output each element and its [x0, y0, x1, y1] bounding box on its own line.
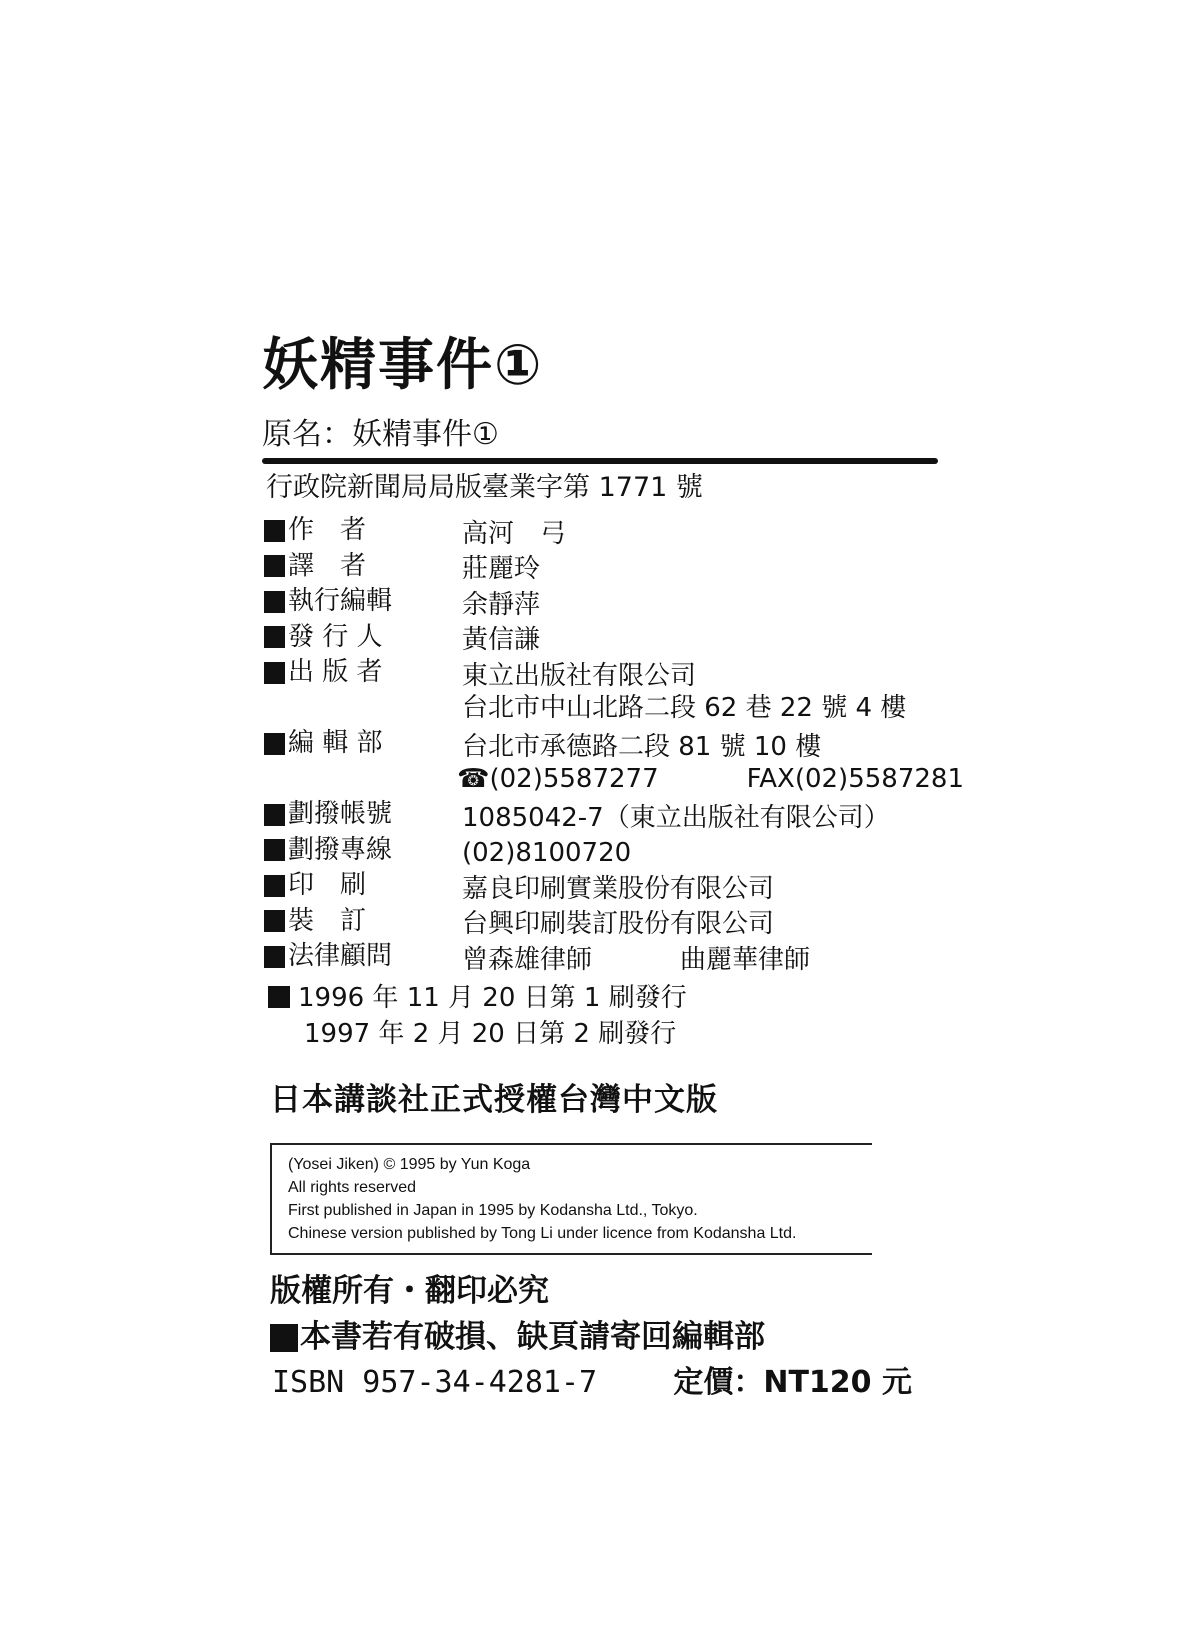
book-title: 妖精事件① [262, 333, 544, 398]
credit-row-editor [264, 584, 964, 620]
print-dates [268, 980, 687, 1052]
copyright-line: (Yosei Jiken) © 1995 by Yun Koga [288, 1156, 531, 1173]
bullet-square-icon [268, 986, 290, 1008]
lawyer-name: 曾森雄律師 [462, 944, 593, 975]
credit-row-translator [264, 549, 964, 585]
title-divider [262, 458, 938, 464]
credit-label: 裝 訂 [288, 905, 367, 936]
copyright-line: First published in Japan in 1995 by Kodansha Ltd., Tokyo. [288, 1202, 698, 1219]
authorization-notice: 日本講談社正式授權台灣中文版 [270, 1082, 718, 1118]
registration-number: 行政院新聞局局版臺業字第 1771 號 [266, 472, 703, 503]
credit-value: 東立出版社有限公司 [462, 660, 697, 691]
bullet-square-icon [270, 1324, 298, 1352]
print-date-second: 1997 年 2 月 20 日第 2 刷發行 [304, 1019, 677, 1049]
credit-label: 發 行 人 [288, 621, 383, 652]
damage-notice: 本書若有破損、缺頁請寄回編輯部 [270, 1322, 765, 1353]
lawyer-name: 曲麗華律師 [680, 944, 811, 975]
credit-row-binding [264, 904, 964, 940]
copyright-box [270, 1143, 872, 1255]
bullet-square-icon [264, 910, 285, 932]
isbn-price-row [272, 1365, 912, 1400]
phone-number: ☎(02)5587277 [457, 763, 659, 794]
credit-row-publisher-person [264, 620, 964, 656]
credit-row-postal-account [264, 797, 964, 833]
fax-number: FAX(02)5587281 [746, 763, 964, 794]
bullet-square-icon [264, 733, 285, 755]
credit-row-publisher [264, 655, 964, 691]
isbn: ISBN 957-34-4281-7 [272, 1365, 598, 1400]
bullet-square-icon [264, 804, 285, 826]
credit-value: 莊麗玲 [462, 554, 541, 585]
credit-label: 劃撥專線 [288, 834, 393, 865]
credit-label: 劃撥帳號 [288, 799, 393, 829]
credit-value: 台北市承德路二段 81 號 10 樓 [462, 731, 822, 762]
bullet-square-icon [264, 946, 285, 968]
bullet-square-icon [264, 875, 285, 897]
credit-label: 法律顧問 [288, 941, 393, 971]
bullet-square-icon [264, 555, 285, 577]
copyright-line: All rights reserved [288, 1179, 417, 1196]
credit-label: 執行編輯 [288, 586, 393, 616]
rights-notice: 版權所有・翻印必究 [270, 1273, 549, 1309]
credit-row-printing [264, 868, 964, 904]
credit-value: 1085042-7（東立出版社有限公司） [462, 802, 890, 833]
copyright-line: Chinese version published by Tong Li under licence from Kodansha Ltd. [288, 1225, 797, 1242]
credit-row-editorial [264, 726, 964, 762]
credit-value: 余靜萍 [462, 589, 541, 620]
credit-label: 印 刷 [288, 870, 367, 900]
credit-value: 高河 弓 [462, 518, 567, 549]
credit-row-legal [264, 939, 964, 975]
bullet-square-icon [264, 662, 285, 684]
credit-row-author [264, 513, 964, 549]
credit-value: 嘉良印刷實業股份有限公司 [462, 873, 775, 904]
credit-row-phone-fax [264, 762, 964, 798]
credit-row-publisher-address [264, 691, 964, 727]
credit-value: 台興印刷裝訂股份有限公司 [462, 909, 775, 940]
bullet-square-icon [264, 520, 285, 542]
credit-value: 台北市中山北路二段 62 巷 22 號 4 樓 [462, 692, 907, 723]
original-title: 原名：妖精事件① [262, 417, 499, 452]
credit-row-postal-line [264, 833, 964, 869]
credits-list [264, 513, 964, 975]
bullet-square-icon [264, 591, 285, 613]
bullet-square-icon [264, 839, 285, 861]
credit-label: 編 輯 部 [288, 728, 383, 758]
credit-label: 譯 者 [288, 550, 367, 581]
bullet-square-icon [264, 626, 285, 648]
price: 定價：NT120 元 [673, 1365, 912, 1400]
print-date-first: 1996 年 11 月 20 日第 1 刷發行 [268, 980, 687, 1016]
credit-value: 黃信謙 [462, 625, 541, 656]
credit-label: 出 版 者 [288, 657, 383, 687]
credit-value: (02)8100720 [462, 838, 632, 869]
credit-label: 作 者 [288, 515, 367, 545]
